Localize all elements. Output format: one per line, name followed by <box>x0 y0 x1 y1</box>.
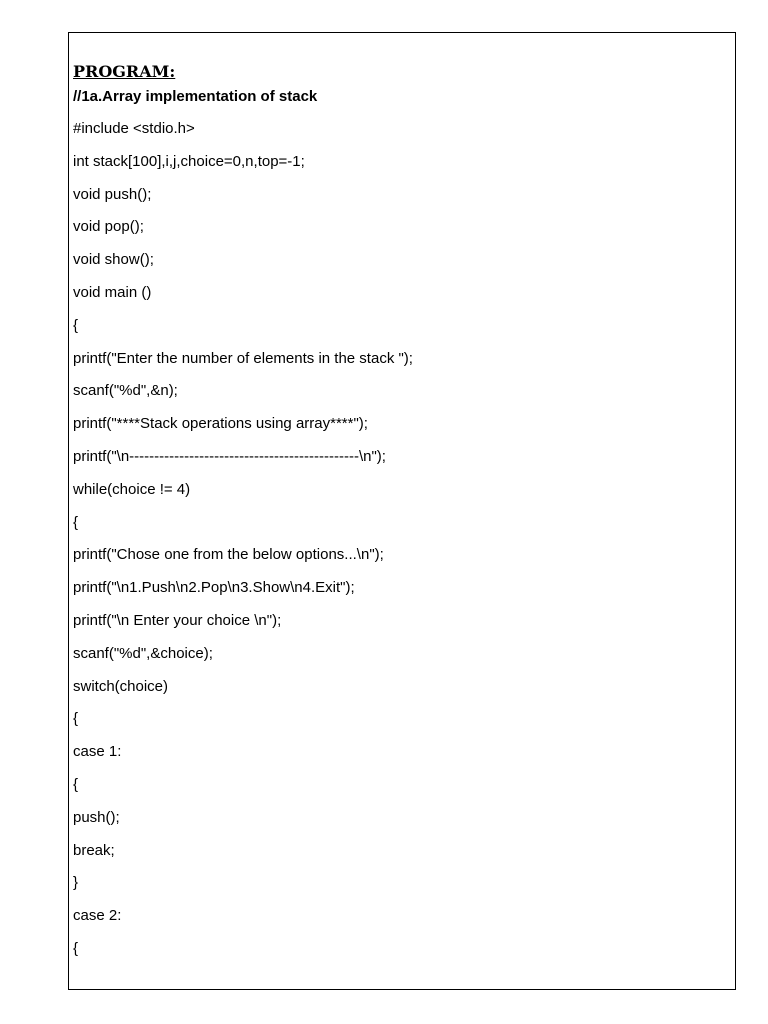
code-line: void push(); <box>73 185 152 203</box>
code-line: push(); <box>73 808 120 826</box>
code-line: { <box>73 939 79 957</box>
code-line: scanf("%d",&n); <box>73 382 178 400</box>
code-line: int stack[100],i,j,choice=0,n,top=-1; <box>73 152 305 170</box>
program-subtitle: //1a.Array implementation of stack <box>73 88 318 105</box>
code-line: switch(choice) <box>73 677 169 695</box>
code-line: void main () <box>73 283 152 301</box>
code-listing <box>73 119 413 972</box>
code-line: { <box>73 775 79 793</box>
code-line: printf("\n----------------------------------------------\n"); <box>73 447 386 465</box>
code-line: break; <box>73 841 115 859</box>
code-line: case 1: <box>73 743 122 761</box>
code-line: } <box>73 874 79 892</box>
code-line: { <box>73 513 79 531</box>
code-line: { <box>73 710 79 728</box>
code-line: printf("\n1.Push\n2.Pop\n3.Show\n4.Exit"); <box>73 579 355 597</box>
code-line: scanf("%d",&choice); <box>73 644 213 662</box>
code-line: while(choice != 4) <box>73 480 191 498</box>
code-line: printf("Enter the number of elements in the stack "); <box>73 349 413 367</box>
code-line: printf("Chose one from the below options...\n"); <box>73 546 384 564</box>
code-line: printf("\n Enter your choice \n"); <box>73 611 282 629</box>
program-heading: PROGRAM: <box>73 62 176 81</box>
code-line: void pop(); <box>73 218 144 236</box>
code-line: #include <stdio.h> <box>73 120 195 137</box>
code-line: { <box>73 316 79 334</box>
code-line: void show(); <box>73 251 154 269</box>
code-line: case 2: <box>73 907 122 925</box>
code-line: printf("****Stack operations using array****"); <box>73 415 368 433</box>
